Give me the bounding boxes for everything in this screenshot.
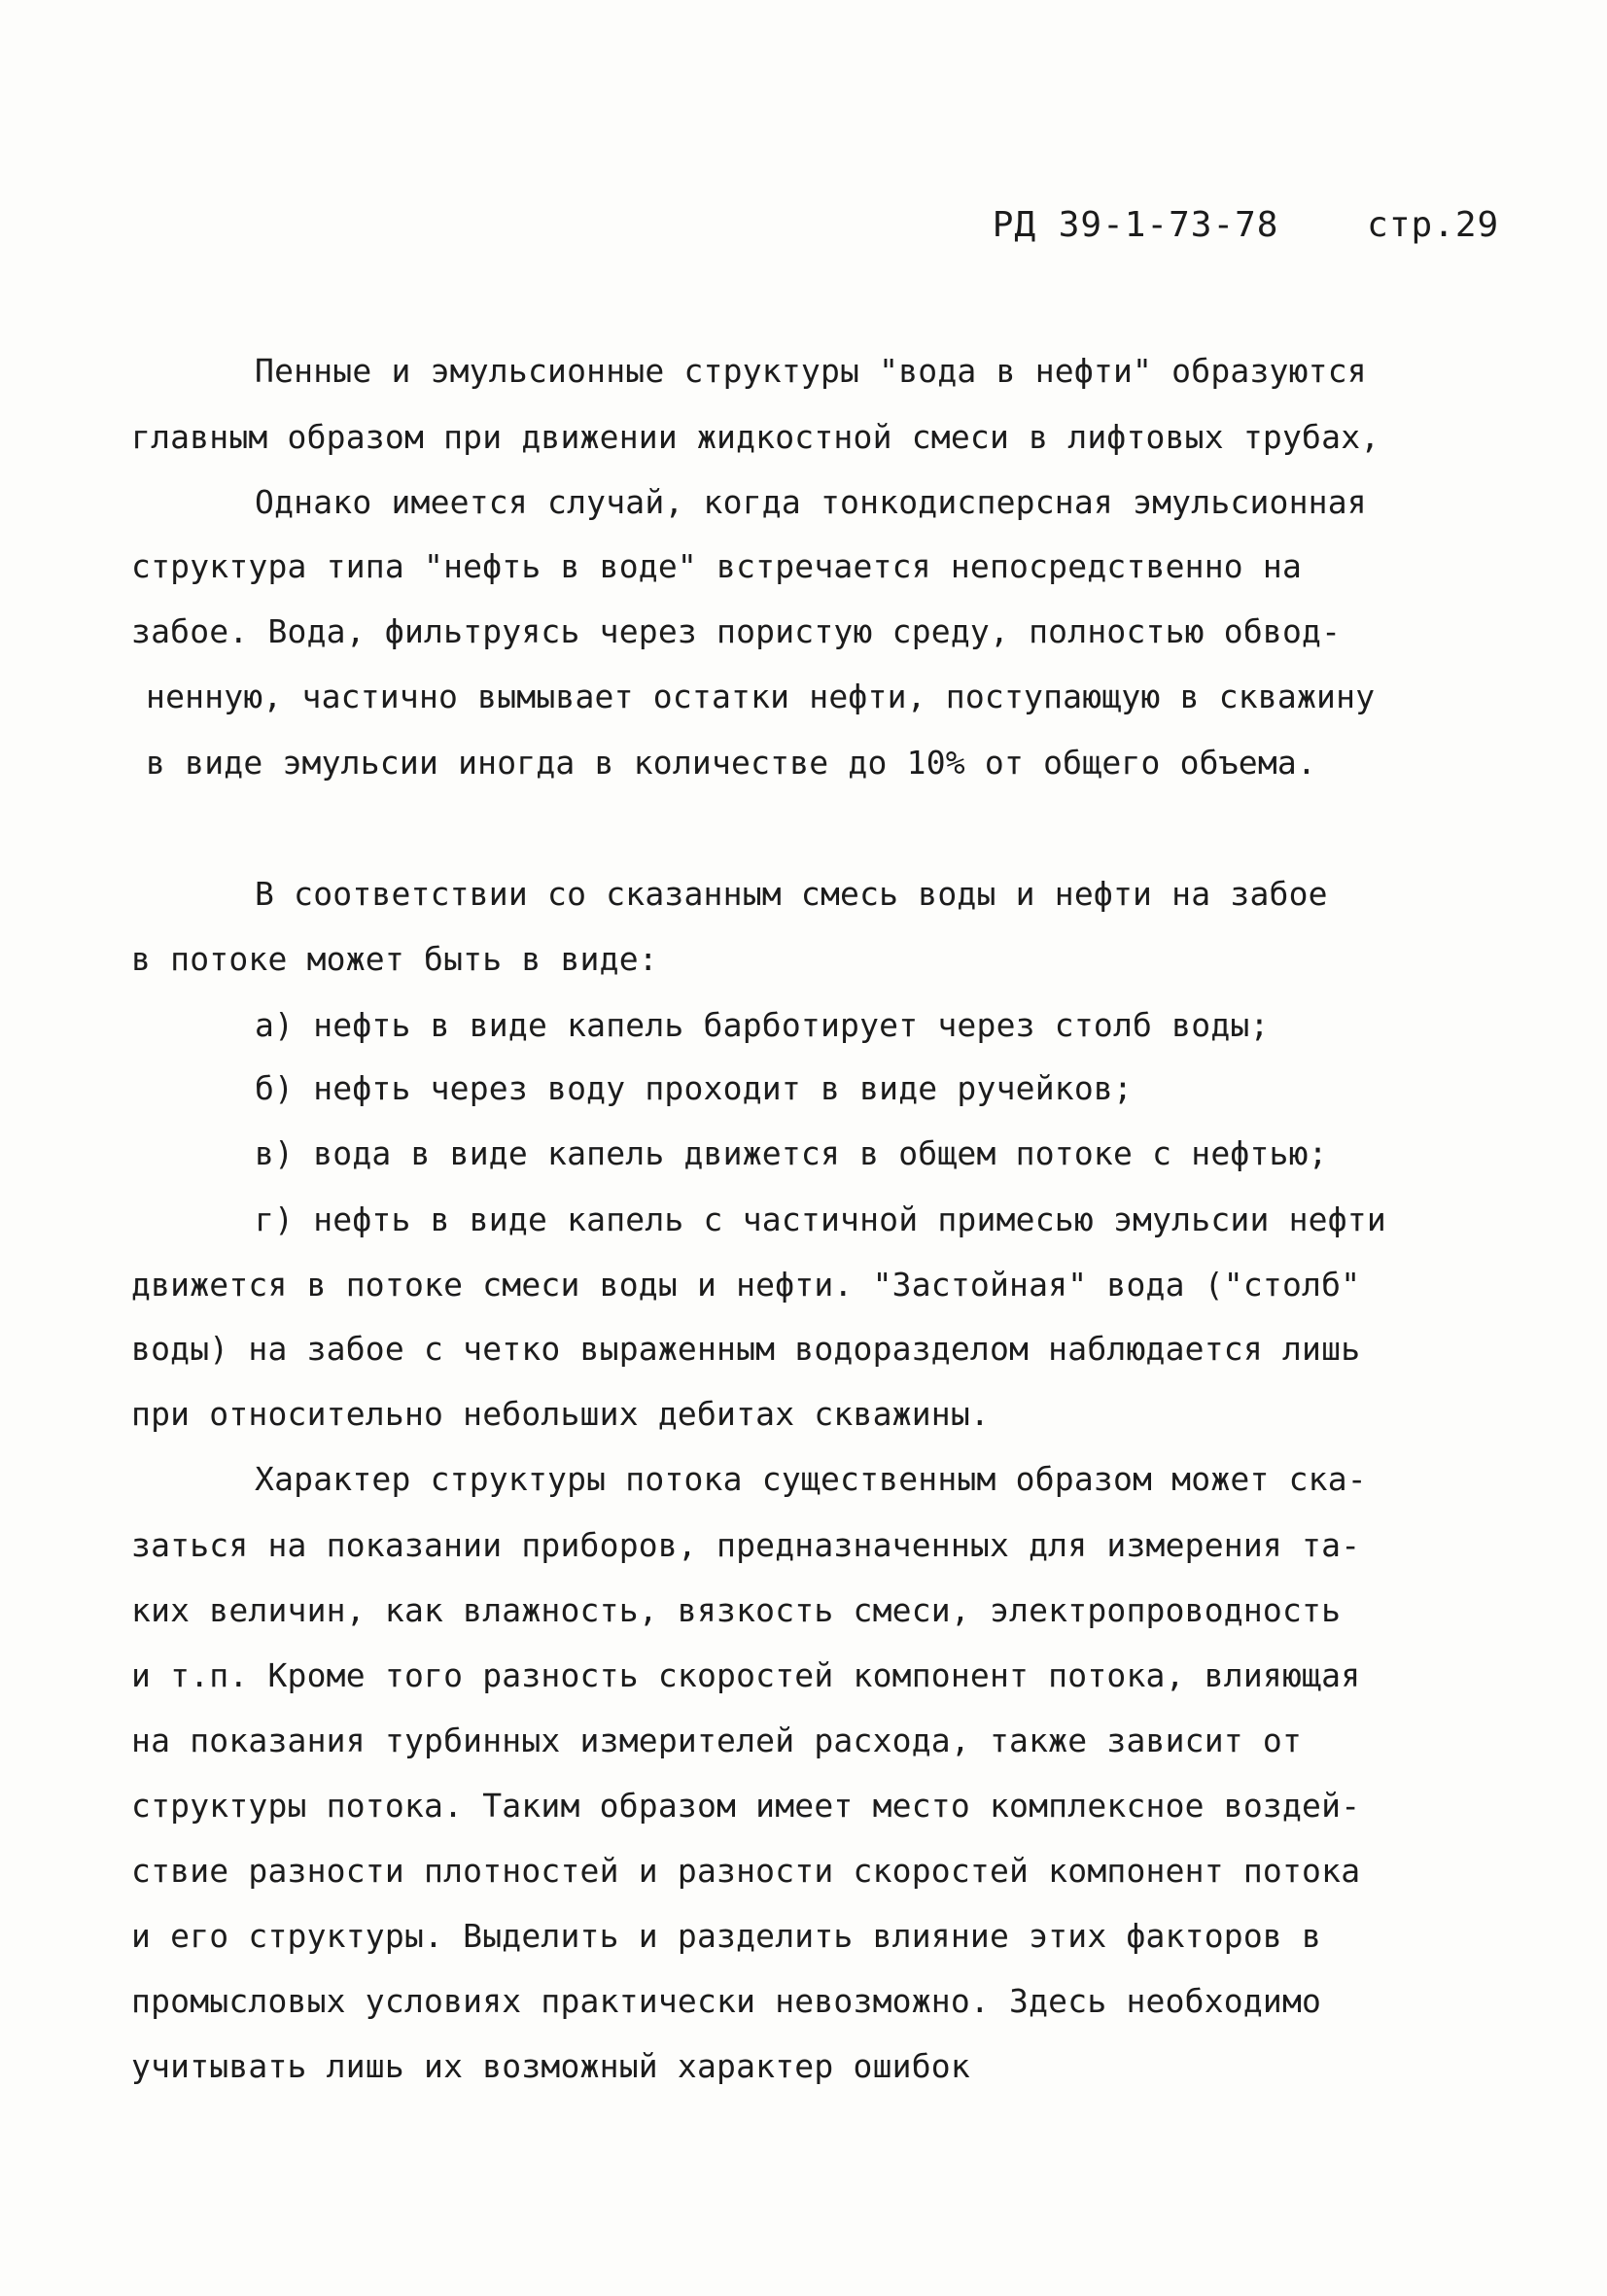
list-item: в) вода в виде капель движется в общем потоке с нефтью; [255, 1134, 1328, 1172]
text-line: ких величин, как влажность, вязкость смеси, электропроводность [131, 1591, 1342, 1629]
text-line: Пенные и эмульсионные структуры "вода в нефти" образуются [255, 352, 1367, 390]
text-line: В соответствии со сказанным смесь воды и нефти на забое [255, 875, 1328, 913]
text-line: промысловых условиях практически невозможно. Здесь необходимо [131, 1982, 1322, 2020]
text-line: на показания турбинных измерителей расхода, также зависит от [131, 1722, 1303, 1759]
text-line: Характер структуры потока существенным образом может ска- [255, 1460, 1367, 1498]
page-header [904, 165, 1499, 285]
text-line: и т.п. Кроме того разность скоростей компонент потока, влияющая [131, 1656, 1361, 1694]
text-line: в потоке может быть в виде: [131, 940, 658, 978]
text-line: ненную, частично вымывает остатки нефти, поступающую в скважину [146, 678, 1376, 715]
page-number: стр.29 [1367, 205, 1500, 245]
text-line: главным образом при движении жидкостной смеси в лифтовых трубах, [131, 418, 1380, 456]
list-item: б) нефть через воду проходит в виде ручейков; [255, 1069, 1134, 1107]
list-item: г) нефть в виде капель с частичной примесью эмульсии нефти [255, 1200, 1386, 1238]
text-line: учитывать лишь их возможный характер ошибок [131, 2047, 970, 2085]
text-line: при относительно небольших дебитах скважины. [131, 1395, 990, 1433]
text-line: движется в потоке смеси воды и нефти. "Застойная" вода ("столб" [131, 1266, 1361, 1304]
text-line: структуры потока. Таким образом имеет место комплексное воздей- [131, 1787, 1361, 1825]
text-line: и его структуры. Выделить и разделить влияние этих факторов в [131, 1917, 1322, 1955]
list-item: а) нефть в виде капель барботирует через столб воды; [255, 1006, 1270, 1044]
text-line: ствие разности плотностей и разности скоростей компонент потока [131, 1852, 1361, 1890]
text-line: воды) на забое с четко выраженным водоразделом наблюдается лишь [131, 1330, 1361, 1368]
text-line: заться на показании приборов, предназначенных для измерения та- [131, 1526, 1361, 1564]
document-code: РД 39-1-73-78 [992, 205, 1279, 245]
text-line: структура типа "нефть в воде" встречается непосредственно на [131, 547, 1303, 585]
text-line: забое. Вода, фильтруясь через пористую среду, полностью обвод- [131, 612, 1342, 650]
text-line: в виде эмульсии иногда в количестве до 10% от общего объема. [146, 744, 1317, 782]
text-line: Однако имеется случай, когда тонкодисперсная эмульсионная [255, 483, 1367, 521]
